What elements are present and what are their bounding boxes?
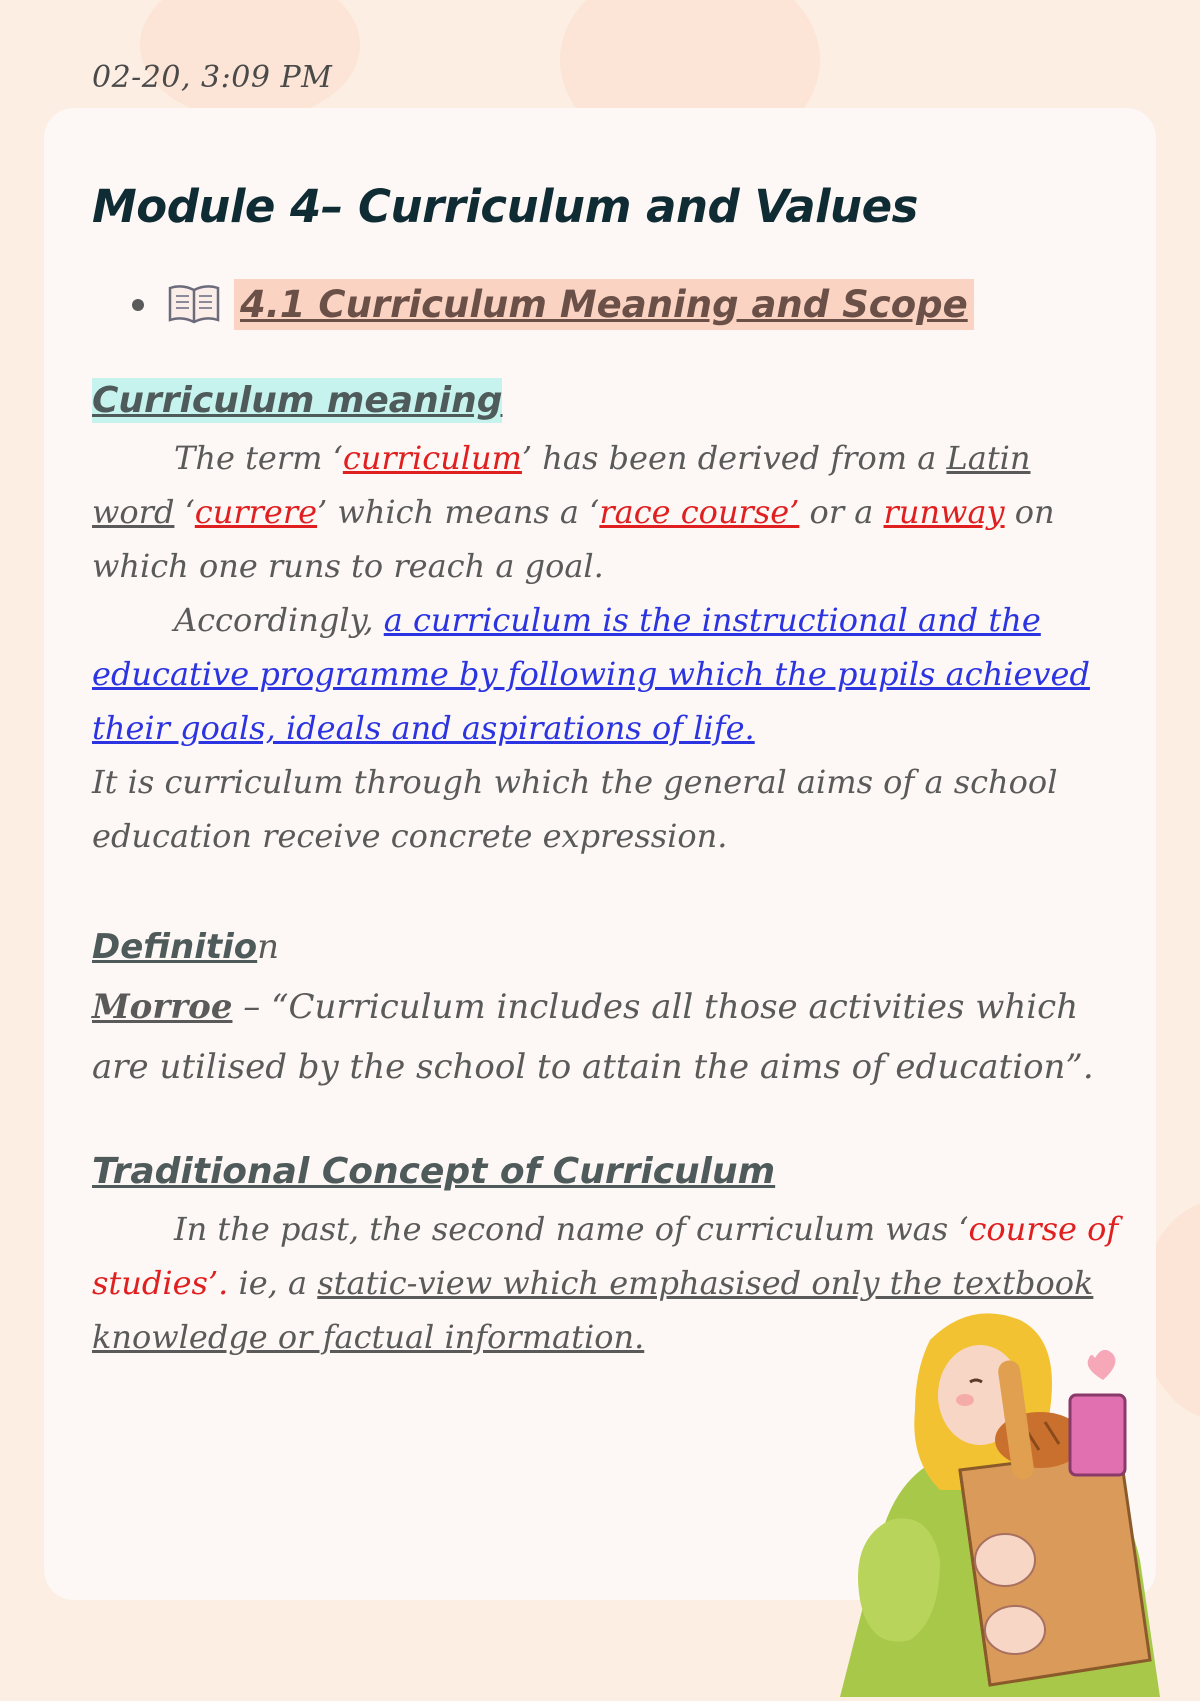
text-run: or a xyxy=(799,493,884,531)
timestamp: 02-20, 3:09 PM xyxy=(92,60,333,95)
term-course-of-studies: course of studies’. xyxy=(92,1210,1119,1302)
text-run: ’ has been derived from a xyxy=(521,439,947,477)
term-curriculum: curriculum xyxy=(342,439,522,477)
curriculum-definition-highlight: a curriculum is the instructional and the educative programme by following which the pupils achieved their goals, ideals and aspirations of life. xyxy=(92,601,1090,747)
grocery-person-illustration xyxy=(820,1300,1200,1697)
text-run: ie, a xyxy=(228,1264,318,1302)
text-run: n xyxy=(257,927,280,967)
definition-heading-bold: Definitio xyxy=(92,927,258,967)
book-icon xyxy=(166,282,222,328)
term-currere: currere xyxy=(194,493,318,531)
meaning-paragraph-1 xyxy=(92,431,1122,593)
definition-author: Morroe xyxy=(92,987,233,1027)
term-runway: runway xyxy=(883,493,1005,531)
section-link[interactable]: 4.1 Curriculum Meaning and Scope xyxy=(234,279,974,330)
bullet-icon xyxy=(132,299,144,311)
definition-quote xyxy=(92,977,1122,1097)
term-race-course: race course’ xyxy=(599,493,800,531)
page-title: Module 4– Curriculum and Values xyxy=(92,180,918,233)
text-run: – “Curriculum includes all those activities which are utilised by the school to attain the aims of education”. xyxy=(92,987,1094,1087)
term-latin-word: Latin word xyxy=(92,439,1031,531)
text-run: ‘ xyxy=(174,493,195,531)
text-run: Accordingly, xyxy=(174,601,384,639)
meaning-paragraph-2 xyxy=(92,593,1122,755)
section-list-item[interactable] xyxy=(132,279,1122,330)
heading-traditional-concept: Traditional Concept of Curriculum xyxy=(92,1151,776,1192)
text-run: In the past, the second name of curriculum was ‘ xyxy=(174,1210,969,1248)
heading-curriculum-meaning: Curriculum meaning xyxy=(92,380,503,421)
meaning-paragraph-3: It is curriculum through which the general aims of a school education receive concrete expression. xyxy=(92,763,1058,855)
term-static-view: static-view which emphasised only the textbook knowledge or factual information. xyxy=(92,1264,1094,1356)
definition-heading xyxy=(92,917,1122,977)
note-content xyxy=(92,150,1122,1364)
text-run: The term ‘ xyxy=(174,439,343,477)
text-run: ’ which means a ‘ xyxy=(317,493,600,531)
text-run: on which one runs to reach a goal. xyxy=(92,493,1055,585)
